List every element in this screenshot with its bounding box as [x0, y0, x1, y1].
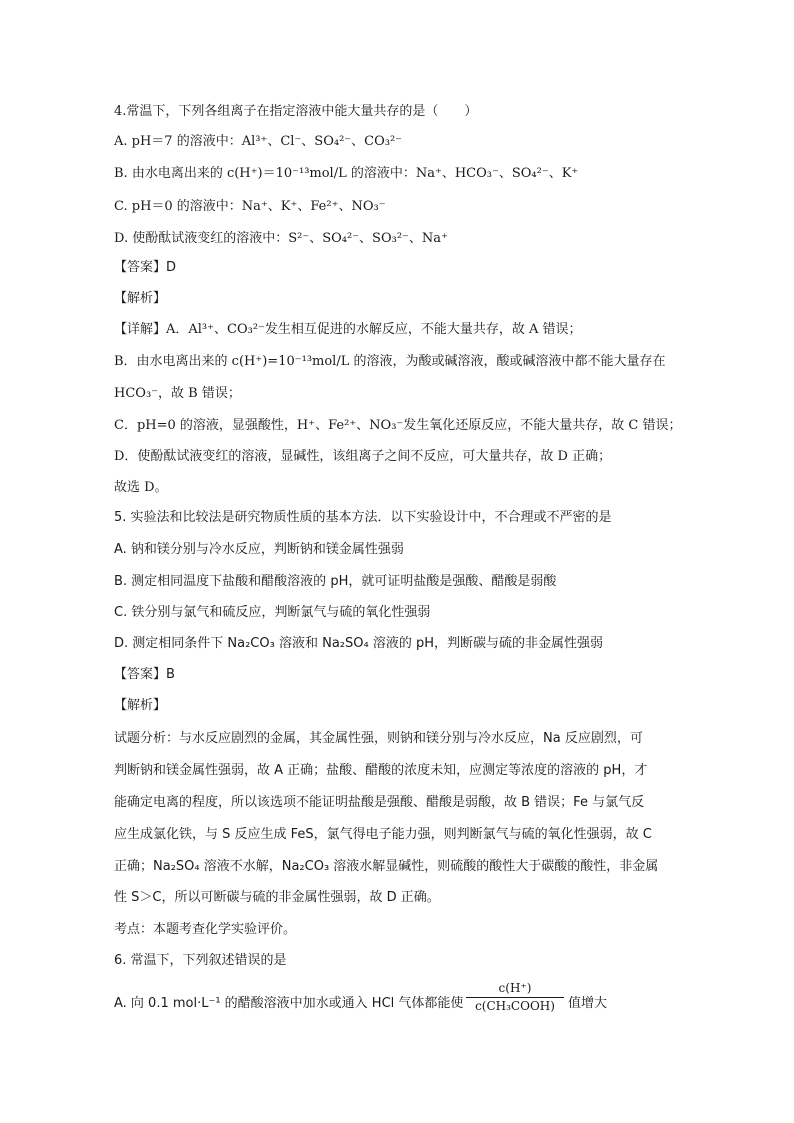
q5-detail-line: 试题分析：与水反应剧烈的金属，其金属性强，则钠和镁分别与冷水反应，Na 反应剧烈，可: [114, 731, 643, 746]
q4-option-d: D. 使酚酞试液变红的溶液中：S²⁻、SO₄²⁻、SO₃²⁻、Na⁺: [114, 231, 448, 246]
q5-answer: 【答案】B: [114, 667, 175, 682]
q5-detail-line: 判断钠和镁金属性强弱，故 A 正确；盐酸、醋酸的浓度未知，应测定等浓度的溶液的 pH，才: [114, 763, 648, 778]
q5-detail-line: 应生成氯化铁，与 S 反应生成 FeS，氯气得电子能力强，则判断氯气与硫的氧化性强弱，故 C: [114, 827, 652, 842]
q4-detail-line: D．使酚酞试液变红的溶液，显碱性，该组离子之间不反应，可大量共存，故 D 正确；: [114, 449, 612, 464]
q5-option-a: A. 钠和镁分别与冷水反应，判断钠和镁金属性强弱: [114, 542, 404, 557]
q4-detail-line: 故选 D。: [114, 480, 168, 495]
q5-analysis-label: 【解析】: [114, 698, 167, 713]
q6-fraction: [466, 981, 564, 1014]
q4-answer: 【答案】D: [114, 260, 177, 275]
q6-option-a-prefix: A. 向 0.1 mol·L⁻¹ 的醋酸溶液中加水或通入 HCl 气体都能使: [114, 996, 464, 1011]
q4-option-c: C. pH＝0 的溶液中：Na⁺、K⁺、Fe²⁺、NO₃⁻: [114, 199, 386, 214]
q6-fraction-bar: [466, 997, 564, 998]
q5-option-d: D. 测定相同条件下 Na₂CO₃ 溶液和 Na₂SO₄ 溶液的 pH，判断碳与硫的非金属性强弱: [114, 636, 603, 651]
q5-option-c: C. 铁分别与氯气和硫反应，判断氯气与硫的氧化性强弱: [114, 605, 431, 620]
q4-stem: 4.常温下，下列各组离子在指定溶液中能大量共存的是（ ）: [114, 104, 478, 119]
q4-detail-line: B．由水电离出来的 c(H⁺)=10⁻¹³mol/L 的溶液，为酸或碱溶液，酸或碱溶液中都不能大量存在: [114, 354, 666, 369]
q6-fraction-numerator: c(H⁺): [498, 981, 532, 995]
q5-detail-line: 正确；Na₂SO₄ 溶液不水解，Na₂CO₃ 溶液水解显碱性，则硫酸的酸性大于碳酸的酸性，非金属: [114, 859, 659, 874]
q4-detail-line: C．pH=0 的溶液，显强酸性，H⁺、Fe²⁺、NO₃⁻发生氧化还原反应，不能大量共存，故 C 错误；: [114, 418, 682, 433]
q4-analysis-label: 【解析】: [114, 291, 167, 306]
q4-option-b: B. 由水电离出来的 c(H⁺)＝10⁻¹³mol/L 的溶液中：Na⁺、HCO₃⁻、SO₄²⁻、K⁺: [114, 166, 579, 181]
q5-option-b: B. 测定相同温度下盐酸和醋酸溶液的 pH，就可证明盐酸是强酸、醋酸是弱酸: [114, 574, 557, 589]
q6-option-a-suffix: 值增大: [568, 996, 608, 1011]
q5-point: 考点：本题考查化学实验评价。: [114, 922, 297, 937]
q5-detail-line: 能确定电离的程度，所以该选项不能证明盐酸是强酸、醋酸是弱酸，故 B 错误；Fe 与氯气反: [114, 795, 645, 810]
q4-detail-line: HCO₃⁻，故 B 错误；: [114, 386, 241, 401]
q6-stem: 6. 常温下，下列叙述错误的是: [114, 953, 287, 968]
q6-fraction-denominator: c(CH₃COOH): [475, 999, 555, 1013]
q5-stem: 5. 实验法和比较法是研究物质性质的基本方法．以下实验设计中，不合理或不严密的是: [114, 510, 612, 525]
q5-detail-line: 性 S＞C，所以可断碳与硫的非金属性强弱，故 D 正确。: [114, 890, 440, 905]
q4-detail-line: 【详解】A．Al³⁺、CO₃²⁻发生相互促进的水解反应，不能大量共存，故 A 错误；: [114, 322, 582, 337]
q4-option-a: A. pH＝7 的溶液中：Al³⁺、Cl⁻、SO₄²⁻、CO₃²⁻: [114, 134, 403, 149]
